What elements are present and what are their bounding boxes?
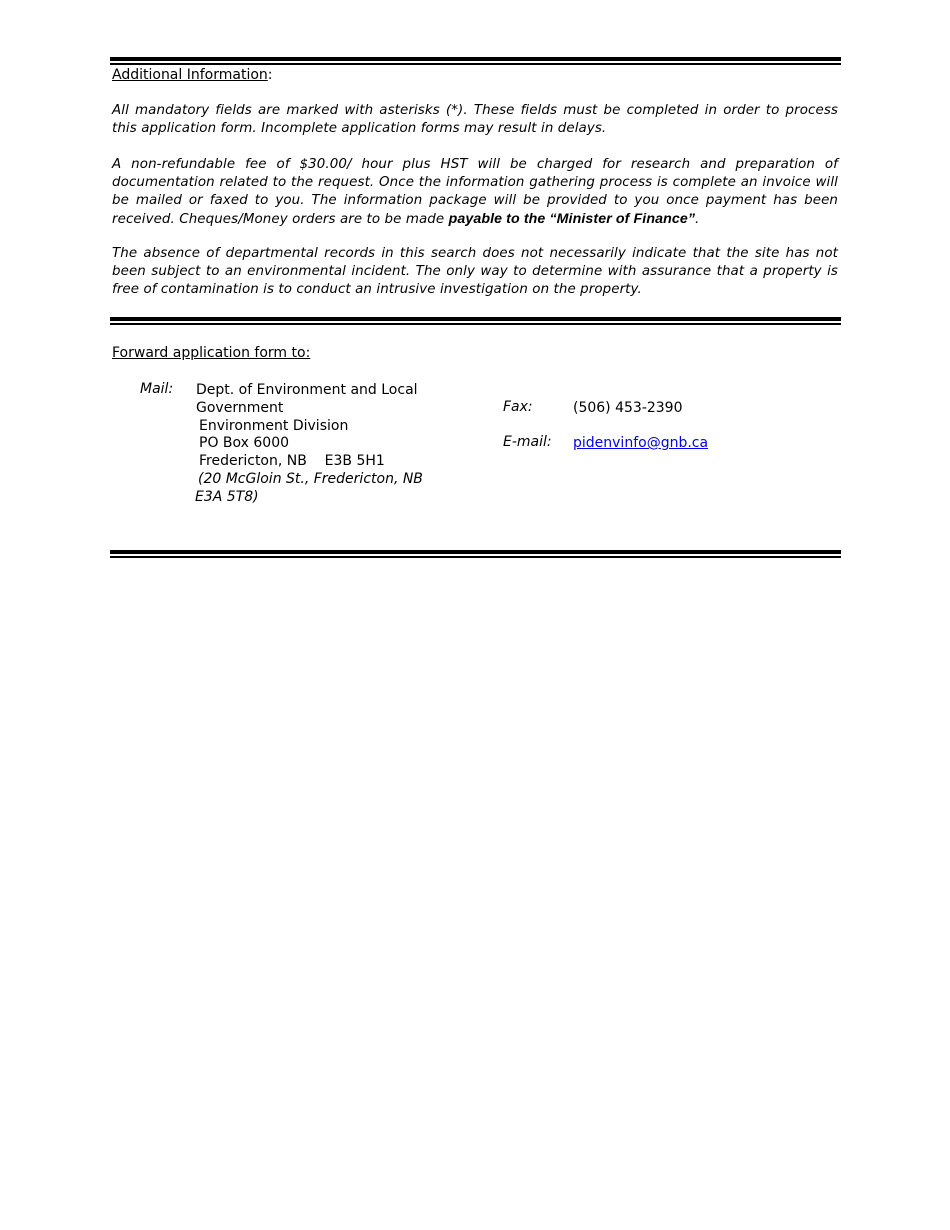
street-address-line-1: (20 McGloin St., Fredericton, NB <box>198 471 423 487</box>
mail-label: Mail: <box>140 381 174 397</box>
fax-number: (506) 453-2390 <box>573 400 683 416</box>
top-double-rule <box>110 57 841 65</box>
mail-address-line-4: PO Box 6000 <box>199 435 290 451</box>
additional-info-heading <box>112 67 273 83</box>
fee-paragraph-text: A non-refundable fee of $30.00/ hour plus HST will be charged for research and preparation of documentation related to the request. Once the information gathering process is complete an invoice will be mailed or faxed to you. The information package will be provided to you once payment has been received. Cheques/Money orders are to be made <box>112 157 838 227</box>
forward-heading <box>112 345 310 361</box>
street-address-line-2: E3A 5T8) <box>195 489 259 505</box>
fee-paragraph <box>112 156 838 229</box>
mail-address-line-2: Government <box>196 400 284 416</box>
fax-label: Fax: <box>503 399 533 415</box>
payable-to-text: payable to the “Minister of Finance” <box>448 211 696 227</box>
mail-address-line-1: Dept. of Environment and Local <box>196 382 418 398</box>
heading-colon: : <box>267 67 273 83</box>
email-container <box>573 434 708 452</box>
fee-paragraph-end: . <box>695 212 700 227</box>
middle-double-rule <box>110 317 841 325</box>
email-link[interactable]: pidenvinfo@gnb.ca <box>573 435 709 451</box>
mail-address-line-5: Fredericton, NB E3B 5H1 <box>199 453 385 469</box>
additional-info-heading-text: Additional Information <box>112 67 268 83</box>
mail-address-line-3: Environment Division <box>199 418 349 434</box>
forward-heading-text: Forward application form to: <box>112 345 311 361</box>
bottom-double-rule <box>110 550 841 558</box>
email-label: E-mail: <box>503 434 552 450</box>
mandatory-fields-paragraph: All mandatory fields are marked with asterisks (*). These fields must be completed in order to process this application form. Incomplete application forms may result in delays. <box>112 103 838 136</box>
disclaimer-paragraph: The absence of departmental records in this search does not necessarily indicate that the site has not been subject to an environmental incident. The only way to determine with assurance that a property is free of contamination is to conduct an intrusive investigation on the property. <box>112 246 838 297</box>
